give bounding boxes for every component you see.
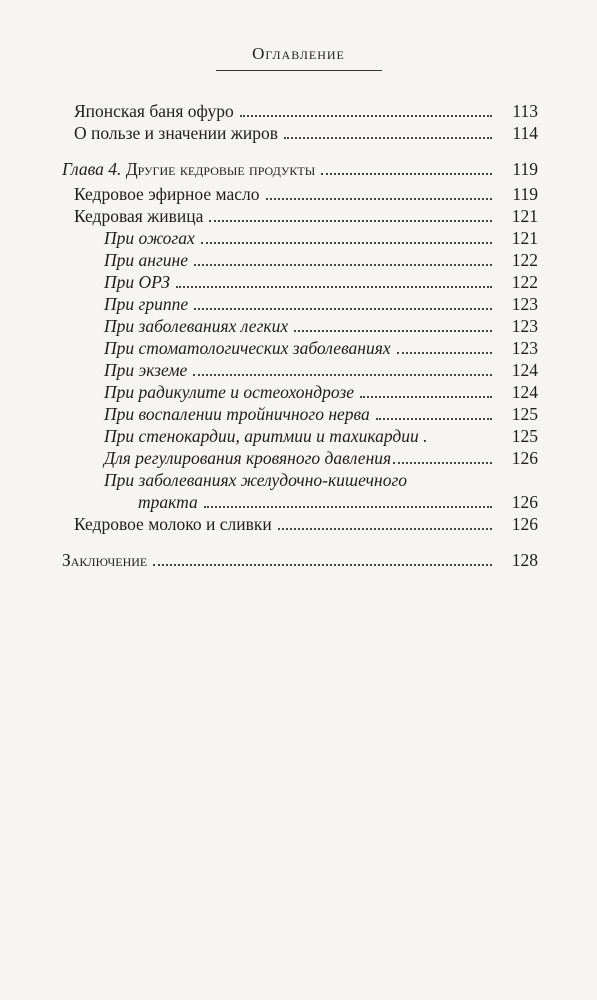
toc-entry-page: 126 (511, 514, 538, 534)
toc-entry-page: 121 (511, 206, 538, 226)
toc-subentry[interactable] (104, 337, 538, 359)
toc-entry-page: 122 (511, 250, 538, 270)
toc-entry-title: При экземе (104, 360, 188, 380)
toc-subentry[interactable] (104, 249, 538, 271)
toc-entry-page: 126 (511, 492, 538, 512)
toc-subentry[interactable] (104, 315, 538, 337)
toc-entry-title: При стоматологических заболеваниях (104, 338, 391, 358)
toc-entry-title: Заключение (62, 550, 148, 570)
toc-entry-title: При ангине (104, 250, 188, 270)
dot-leader (194, 308, 492, 310)
dot-leader (209, 220, 492, 222)
toc-entry-title: Для регулирования кровяного давления (104, 448, 392, 468)
toc-entry-title: При воспалении тройничного нерва (104, 404, 370, 424)
toc-entry-title: Другие кедровые продукты (125, 159, 316, 179)
toc-entry[interactable] (74, 513, 538, 535)
toc-entry-page: 122 (511, 272, 538, 292)
toc-entry[interactable] (74, 183, 538, 205)
toc-entry-title: Кедровое эфирное масло (74, 184, 260, 204)
toc-entry-conclusion[interactable] (62, 549, 538, 571)
toc-entry-title: тракта (138, 492, 198, 512)
toc-entry-page: 126 (511, 448, 538, 468)
toc-entry-title: Кедровая живица (74, 206, 204, 226)
toc-entry[interactable] (74, 100, 538, 122)
dot-leader (360, 396, 492, 398)
dot-leader (194, 264, 492, 266)
toc-entry-page: 114 (512, 123, 538, 143)
dot-leader (193, 374, 492, 376)
toc-subentry[interactable] (138, 491, 538, 513)
toc-entry-page: 124 (511, 382, 538, 402)
toc-entry-page: 123 (511, 294, 538, 314)
toc-subentry[interactable] (104, 403, 538, 425)
dot-leader (397, 352, 492, 354)
toc-entry-title: О пользе и значении жиров (74, 123, 279, 143)
dot-leader (266, 198, 492, 200)
toc-chapter-number: Глава 4. (62, 159, 122, 179)
toc-subentry[interactable] (104, 227, 538, 249)
toc-entry-page: 113 (512, 101, 538, 121)
toc-entry-title: Кедровое молоко и сливки (74, 514, 272, 534)
dot-leader (321, 173, 492, 175)
dot-leader (376, 418, 492, 420)
running-header: Оглавление (252, 44, 345, 63)
toc-entry-page: 123 (511, 338, 538, 358)
toc-subentry[interactable] (104, 359, 538, 381)
dot-leader (284, 137, 492, 139)
dot-leader (240, 115, 492, 117)
toc-subentry[interactable] (104, 381, 538, 403)
toc-subentry[interactable] (104, 447, 538, 469)
toc-entry-title: При гриппе (104, 294, 189, 314)
dot-leader (153, 564, 492, 566)
toc-entry[interactable] (74, 122, 538, 144)
toc-subentry[interactable] (104, 293, 538, 315)
toc-entry[interactable] (74, 205, 538, 227)
toc-subentry[interactable] (104, 271, 538, 293)
toc-entry-title: Японская баня офуро (74, 101, 234, 121)
toc-entry-page: 119 (512, 184, 538, 204)
toc-entry-page: 123 (511, 316, 538, 336)
dot-leader (278, 528, 492, 530)
toc-entry-page: 121 (511, 228, 538, 248)
toc-entry-title: При заболеваниях легких (104, 316, 289, 336)
toc-subentry-first-line: При заболеваниях желудочно-кишечного (104, 470, 408, 490)
dot-leader (176, 286, 492, 288)
dot-leader (201, 242, 492, 244)
toc-entry-title: При ожогах (104, 228, 195, 248)
toc-entry-title: При радикулите и остеохондрозе (104, 382, 354, 402)
toc-entry-page: 128 (511, 550, 538, 570)
dot-leader (393, 462, 492, 464)
toc-subentry[interactable] (104, 425, 538, 447)
toc-entry-page: 125 (511, 404, 538, 424)
toc-entry-page: 125 (511, 426, 538, 446)
toc-entry-title: При стенокардии, аритмии и тахикардии . (104, 426, 428, 446)
toc-chapter-entry[interactable] (62, 158, 538, 180)
dot-leader (294, 330, 492, 332)
toc-entry-page: 124 (511, 360, 538, 380)
dot-leader (204, 506, 492, 508)
toc-entry-title: При ОРЗ (104, 272, 170, 292)
toc-entry-page: 119 (512, 159, 538, 179)
